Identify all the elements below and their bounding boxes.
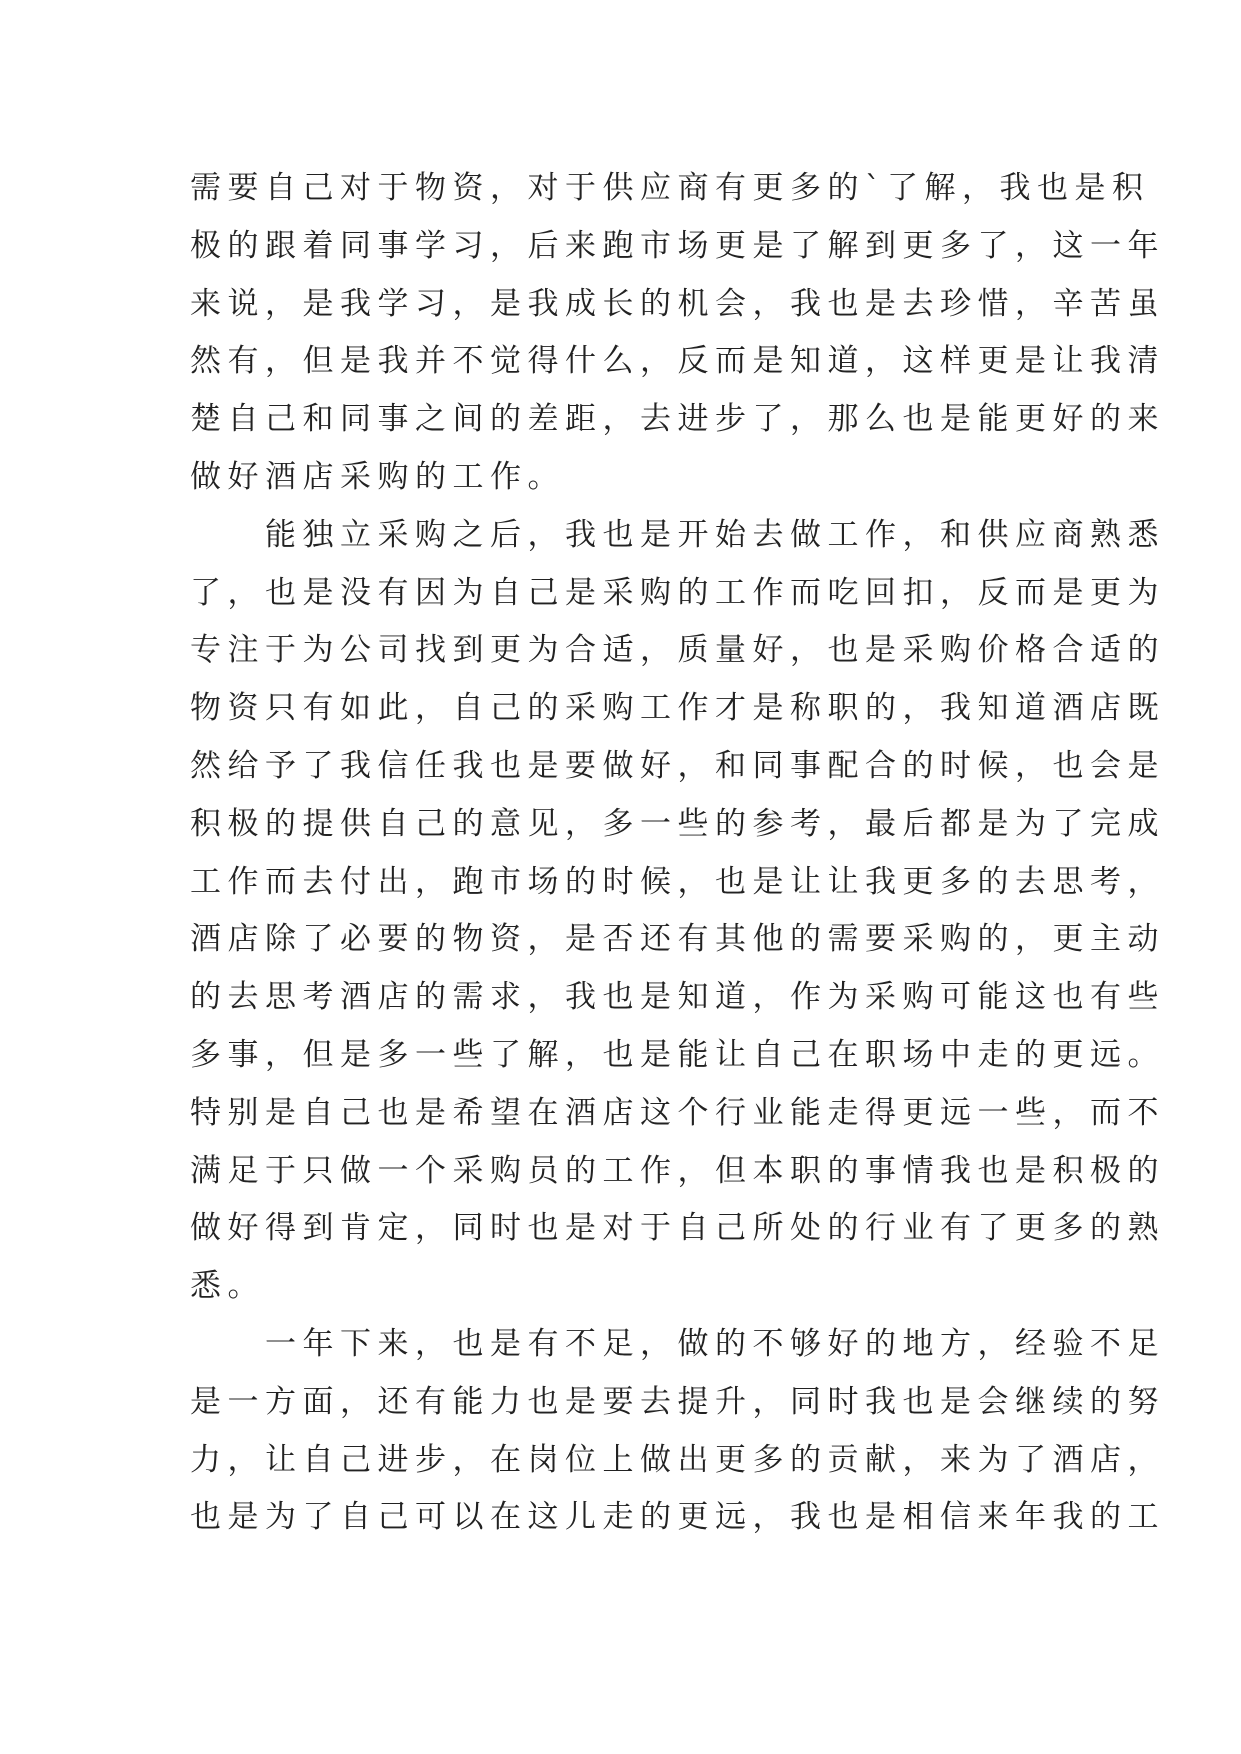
text-line: 物资只有如此，自己的采购工作才是称职的，我知道酒店既 bbox=[190, 690, 1165, 727]
text-line: 积极的提供自己的意见，多一些的参考，最后都是为了完成 bbox=[190, 805, 1165, 842]
text-line: 做好得到肯定，同时也是对于自己所处的行业有了更多的熟 bbox=[190, 1210, 1165, 1247]
text-line: 悉。 bbox=[190, 1268, 265, 1305]
text-line: 力，让自己进步，在岗位上做出更多的贡献，来为了酒店， bbox=[190, 1441, 1165, 1478]
text-line: 极的跟着同事学习，后来跑市场更是了解到更多了，这一年 bbox=[190, 227, 1165, 264]
text-line: 需要自己对于物资，对于供应商有更多的`了解，我也是积 bbox=[190, 170, 1150, 206]
text-line: 多事，但是多一些了解，也是能让自己在职场中走的更远。 bbox=[190, 1036, 1165, 1073]
text-line: 一年下来，也是有不足，做的不够好的地方，经验不足 bbox=[190, 1325, 1165, 1362]
text-line: 楚自己和同事之间的差距，去进步了，那么也是能更好的来 bbox=[190, 401, 1165, 438]
text-line: 的去思考酒店的需求，我也是知道，作为采购可能这也有些 bbox=[190, 979, 1165, 1016]
text-line: 是一方面，还有能力也是要去提升，同时我也是会继续的努 bbox=[190, 1383, 1165, 1420]
text-line: 也是为了自己可以在这儿走的更远，我也是相信来年我的工 bbox=[190, 1499, 1165, 1536]
text-line: 满足于只做一个采购员的工作，但本职的事情我也是积极的 bbox=[190, 1152, 1165, 1189]
text-line: 做好酒店采购的工作。 bbox=[190, 458, 565, 495]
text-line: 能独立采购之后，我也是开始去做工作，和供应商熟悉 bbox=[190, 516, 1165, 553]
text-line: 然给予了我信任我也是要做好，和同事配合的时候，也会是 bbox=[190, 747, 1165, 784]
text-line: 了，也是没有因为自己是采购的工作而吃回扣，反而是更为 bbox=[190, 574, 1165, 611]
text-line: 来说，是我学习，是我成长的机会，我也是去珍惜，辛苦虽 bbox=[190, 285, 1165, 322]
text-line: 酒店除了必要的物资，是否还有其他的需要采购的，更主动 bbox=[190, 921, 1165, 958]
text-line: 专注于为公司找到更为合适，质量好，也是采购价格合适的 bbox=[190, 632, 1165, 669]
text-line: 然有，但是我并不觉得什么，反而是知道，这样更是让我清 bbox=[190, 343, 1165, 380]
text-line: 工作而去付出，跑市场的时候，也是让让我更多的去思考， bbox=[190, 863, 1165, 900]
body-text bbox=[190, 160, 1165, 1547]
text-line: 特别是自己也是希望在酒店这个行业能走得更远一些，而不 bbox=[190, 1094, 1165, 1131]
